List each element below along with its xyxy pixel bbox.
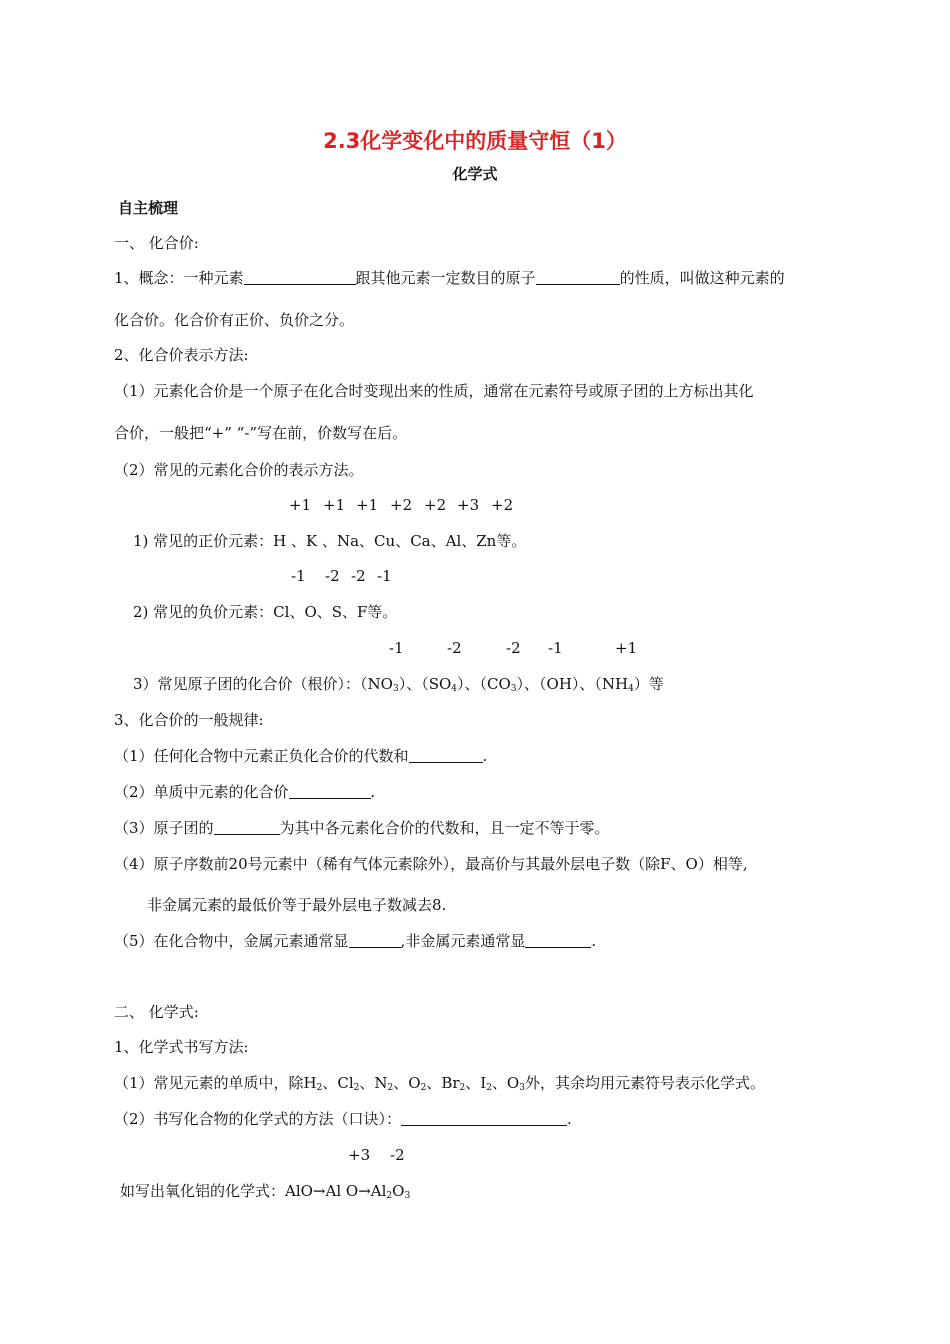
rule-text: （1）任何化合物中元素正负化合价的代数和 (114, 747, 409, 765)
concept-text-b: 跟其他元素一定数目的原子 (355, 269, 536, 287)
concept-line-2: 化合价。化合价有正价、负价之分。 (114, 311, 355, 329)
rule-1-blank[interactable] (409, 748, 483, 763)
positive-valence-marks (289, 495, 513, 515)
negative-valence-marks (291, 566, 392, 586)
mnemonic-blank[interactable] (401, 1111, 567, 1126)
section-heading: 自主梳理 (118, 199, 179, 217)
rule-5-blank-1[interactable] (349, 933, 401, 948)
rule-2 (114, 782, 375, 802)
radical-text: ）、（OH）、（NH (516, 675, 629, 693)
valence-mark: -1 (377, 567, 392, 585)
subscript: 2 (353, 1083, 360, 1093)
method-p1-line1: （1）元素化合价是一个原子在化合时变现出来的性质，通常在元素符号或原子团的上方标出其化 (114, 382, 754, 400)
radical-text: ）等 (633, 675, 664, 693)
valence-mark: +2 (390, 496, 413, 514)
valence-mark: -1 (291, 567, 306, 585)
valence-mark: +1 (356, 496, 379, 514)
positive-elements-line: 1) 常见的正价元素：H 、K 、Na、Cu、Ca、Al、Zn等。 (133, 532, 527, 550)
valence-mark: -2 (390, 1146, 405, 1164)
radical-text: ）、（CO (457, 675, 511, 693)
element-symbol: 、N (359, 1074, 388, 1092)
group-valence-marks (389, 638, 637, 658)
valence-mark: +2 (424, 496, 447, 514)
rule-text: （3）原子团的 (114, 819, 214, 837)
rule-3-blank[interactable] (214, 820, 280, 835)
valence-mark: -2 (351, 567, 366, 585)
concept-text-a: 1、概念：一种元素 (114, 269, 244, 287)
subscript: 3 (510, 684, 517, 694)
element-symbol: 、Cl (322, 1074, 354, 1092)
rule-1 (114, 746, 487, 766)
period: . (482, 747, 488, 765)
valence-mark: -2 (447, 639, 462, 657)
writing-text: （1）常见元素的单质中，除H (114, 1074, 317, 1092)
method-p2: （2）常见的元素化合价的表示方法。 (114, 461, 364, 479)
writing-rule-1 (114, 1073, 765, 1093)
subscript: 3 (519, 1083, 525, 1093)
page-title: 2.3化学变化中的质量守恒（1） (323, 129, 627, 153)
subscript: 4 (628, 684, 634, 694)
part1-heading: 一、 化合价: (114, 234, 199, 252)
rule-5-blank-2[interactable] (525, 933, 591, 948)
concept-blank-2[interactable] (536, 270, 620, 285)
subscript: 2 (386, 1191, 393, 1201)
example-valence-marks (348, 1145, 405, 1165)
part2-heading: 二、 化学式: (114, 1003, 199, 1021)
subscript: 3 (392, 684, 399, 694)
subscript: 2 (459, 1083, 466, 1093)
valence-mark: -2 (325, 567, 340, 585)
valence-mark: +3 (348, 1146, 371, 1164)
example-text: 如写出氧化铝的化学式：AlO→Al O→Al (120, 1182, 387, 1200)
element-symbol: 、O (491, 1074, 520, 1092)
writing-heading: 1、化学式书写方法: (114, 1038, 249, 1056)
concept-text-c: 的性质，叫做这种元素的 (619, 269, 785, 287)
radical-groups-line (133, 674, 664, 694)
valence-mark: -1 (389, 639, 404, 657)
valence-mark: +1 (289, 496, 312, 514)
concept-line-1 (114, 268, 785, 288)
valence-mark: -1 (548, 639, 563, 657)
valence-mark: -2 (506, 639, 521, 657)
rule-text: ,非金属元素通常显 (400, 932, 526, 950)
period: . (370, 783, 376, 801)
rule-text: （2）单质中元素的化合价 (114, 783, 289, 801)
period: . (567, 1110, 572, 1128)
rule-4-line1: （4）原子序数前20号元素中（稀有气体元素除外），最高价与其最外层电子数（除F、O）相等, (114, 855, 748, 873)
subscript: 4 (451, 684, 458, 694)
subscript: 2 (420, 1083, 427, 1093)
rule-2-blank[interactable] (289, 784, 371, 799)
writing-rule-2 (114, 1109, 572, 1129)
subscript: 3 (404, 1191, 411, 1201)
element-symbol: 、O (393, 1074, 421, 1092)
example-line (120, 1181, 410, 1201)
rule-text: 为其中各元素化合价的代数和，且一定不等于零。 (279, 819, 610, 837)
subscript: 2 (316, 1083, 323, 1093)
subscript: 2 (387, 1083, 394, 1093)
negative-elements-line: 2) 常见的负价元素：Cl、O、S、F等。 (133, 603, 398, 621)
method-heading: 2、化合价表示方法: (114, 346, 249, 364)
period: . (591, 932, 597, 950)
method-p1-line2: 合价，一般把“+” “-”写在前，价数写在后。 (114, 424, 408, 442)
page-subtitle: 化学式 (452, 165, 498, 183)
rule-3 (114, 818, 610, 838)
radical-text: ）、（SO (398, 675, 452, 693)
rule-text: （5）在化合物中，金属元素通常显 (114, 932, 349, 950)
valence-mark: +2 (491, 496, 514, 514)
element-symbol: 、I (465, 1074, 487, 1092)
rules-heading: 3、化合价的一般规律: (114, 711, 264, 729)
valence-mark: +3 (457, 496, 480, 514)
element-symbol: 、Br (426, 1074, 460, 1092)
rule-4-line2: 非金属元素的最低价等于最外层电子数减去8. (147, 896, 447, 914)
writing-text: 外，其余均用元素符号表示化学式。 (524, 1074, 765, 1092)
concept-blank-1[interactable] (244, 270, 356, 285)
subscript: 2 (486, 1083, 492, 1093)
writing-text: （2）书写化合物的化学式的方法（口诀）： (114, 1110, 402, 1128)
valence-mark: +1 (323, 496, 346, 514)
example-text: O (392, 1182, 405, 1200)
rule-5 (114, 931, 596, 951)
valence-mark: +1 (615, 639, 638, 657)
radical-text: 3）常见原子团的化合价（根价）：（NO (133, 675, 393, 693)
